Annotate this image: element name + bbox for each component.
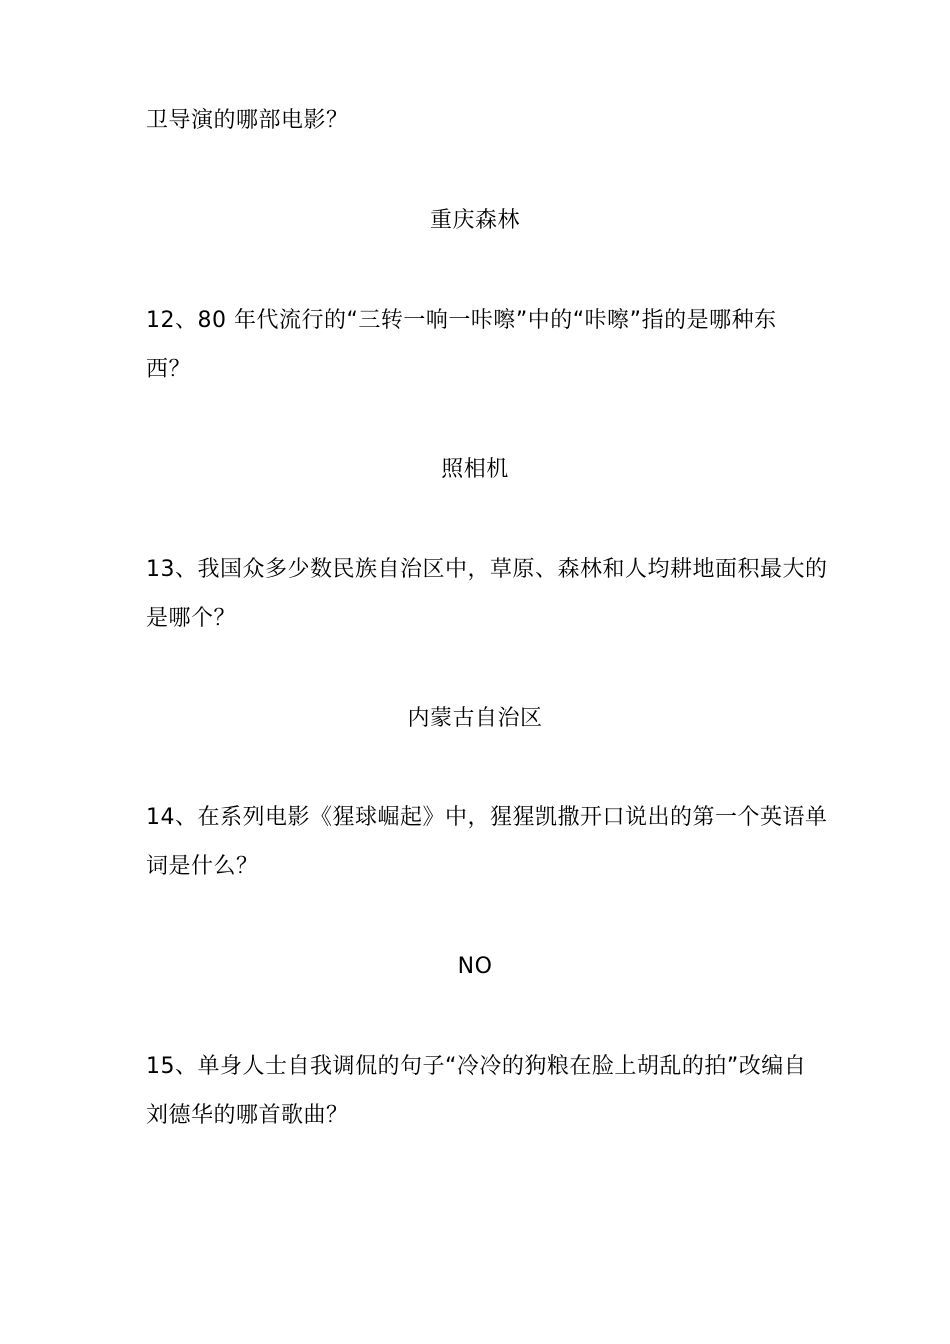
answer-14: NO (457, 954, 493, 979)
question-13-line-1: 13、我国众多少数民族自治区中，草原、森林和人均耕地面积最大的 (146, 557, 828, 582)
answer-13: 内蒙古自治区 (407, 706, 543, 731)
answer-12: 照相机 (441, 457, 509, 482)
question-13-line-2: 是哪个？ (146, 606, 237, 631)
question-15-line-2: 刘德华的哪首歌曲？ (146, 1103, 349, 1128)
answer-11: 重庆森林 (429, 208, 520, 233)
question-11-line-2: 卫导演的哪部电影？ (146, 108, 349, 133)
question-14-line-2: 词是什么？ (146, 854, 259, 879)
question-15-line-1: 15、单身人士自我调侃的句子“冷冷的狗粮在脸上胡乱的拍”改编自 (146, 1054, 807, 1079)
question-14-line-1: 14、在系列电影《猩球崛起》中，猩猩凯撒开口说出的第一个英语单 (146, 805, 828, 830)
question-12-line-1: 12、80 年代流行的“三转一响一咔嚓”中的“咔嚓”指的是哪种东 (146, 308, 777, 333)
question-12-line-2: 西？ (146, 357, 192, 382)
